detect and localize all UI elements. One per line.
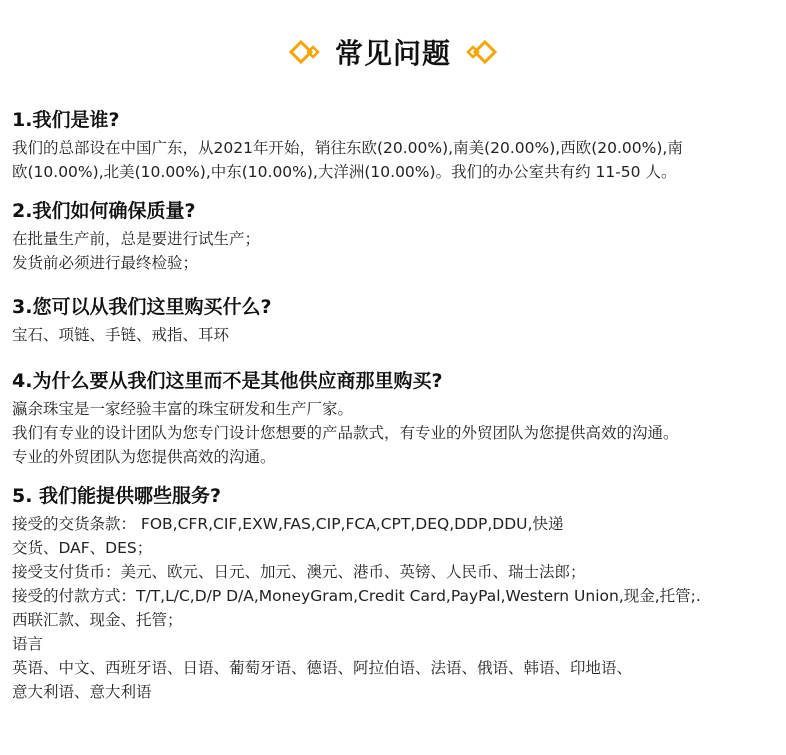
- answer-line: 宝石、项链、手链、戒指、耳环: [12, 326, 230, 344]
- answer-line: 欧(10.00%),北美(10.00%),中东(10.00%),大洋洲(10.00%)。我们的办公室共有约 11-50 人。: [12, 163, 677, 181]
- faq-question: 5. 我们能提供哪些服务?: [12, 485, 222, 507]
- answer-line: 发货前必须进行最终检验；: [12, 254, 199, 272]
- faq-question: 2.我们如何确保质量?: [12, 200, 196, 222]
- faq-answer: [12, 136, 780, 184]
- faq-answer: [12, 397, 780, 469]
- answer-line: 西联汇款、现金、托管；: [12, 611, 183, 629]
- answer-line: 接受的交货条款： FOB,CFR,CIF,EXW,FAS,CIP,FCA,CPT,DEQ,DDP,DDU,快递: [12, 515, 564, 533]
- answer-line: 意大利语、意大利语: [12, 683, 152, 701]
- faq-question: 4.为什么要从我们这里而不是其他供应商那里购买?: [12, 370, 443, 392]
- answer-line: 英语、中文、西班牙语、日语、葡萄牙语、德语、阿拉伯语、法语、俄语、韩语、印地语、: [12, 659, 633, 677]
- faq-answer: [12, 227, 780, 275]
- page-header: [0, 30, 786, 74]
- answer-line: 瀛余珠宝是一家经验丰富的珠宝研发和生产厂家。: [12, 400, 354, 418]
- answer-line: 语言: [12, 635, 44, 653]
- faq-item: [12, 484, 780, 704]
- answer-line: 接受支付货币：美元、欧元、日元、加元、澳元、港币、英镑、人民币、瑞士法郎；: [12, 563, 586, 581]
- diamond-outline-icon: [463, 40, 497, 64]
- faq-item: [12, 369, 780, 469]
- faq-answer: [12, 512, 780, 704]
- faq-question: 3.您可以从我们这里购买什么?: [12, 296, 272, 318]
- faq-item: [12, 199, 780, 275]
- faq-question: 1.我们是谁?: [12, 109, 120, 131]
- page-title: 常见问题: [334, 37, 451, 70]
- answer-line: 专业的外贸团队为您提供高效的沟通。: [12, 448, 276, 466]
- answer-line: 接受的付款方式：T/T,L/C,D/P D/A,MoneyGram,Credit Card,PayPal,Western Union,现金,托管;.: [12, 587, 701, 605]
- faq-answer: [12, 323, 780, 347]
- diamond-outline-icon: [289, 40, 323, 64]
- faq-item: [12, 108, 780, 184]
- faq-item: [12, 295, 780, 347]
- answer-line: 交货、DAF、DES；: [12, 539, 153, 557]
- answer-line: 我们有专业的设计团队为您专门设计您想要的产品款式，有专业的外贸团队为您提供高效的沟通。: [12, 424, 679, 442]
- answer-line: 在批量生产前，总是要进行试生产；: [12, 230, 261, 248]
- answer-line: 我们的总部设在中国广东，从2021年开始，销往东欧(20.00%),南美(20.00%),西欧(20.00%),南: [12, 139, 683, 157]
